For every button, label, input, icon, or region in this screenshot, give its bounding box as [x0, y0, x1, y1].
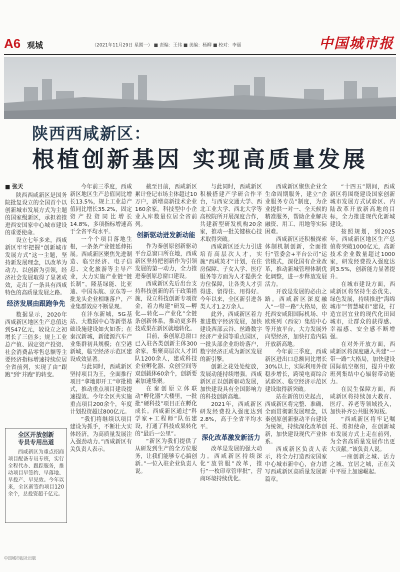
text-column-6 — [330, 183, 395, 540]
header-info-text: （2021年11月29日 星期一） ■ 责编：王伟 ■ 美编：杨柳 ■ 校对：李丽 — [92, 43, 242, 48]
photo-image — [4, 57, 396, 119]
column-6-paragraph: 在城市建设方面，西咸新区将坚持生态优先、绿色发展，持续推进“海绵城市”“智慧城市”建设，打造宜居宜业的现代化田园城市，让群众的获得感、幸福感、安全感不断增强。 — [330, 281, 395, 340]
column-2-paragraph: 与此同时，西咸新区坚持项目为王，全面推行项目“拿地即开工”审批模式，推动重点项目建设提速提效。今年全区共实施重点项目200余个，年度计划投资超过800亿元。 — [70, 363, 132, 415]
column-1-paragraph: 数据显示，2020年西咸新区地区生产总值达到547亿元，较设立之初增长了三倍多；规上工业总产值、固定资产投资、社会消费品零售总额等主要经济指标增速持续位居全省前列，实现了由“跟跑”到“并跑”的转变。 — [5, 311, 67, 378]
column-2-paragraph: 一个个项目落地生根，一条条产业链延伸拓展。西咸新区聚焦先进制造、临空经济、电子信息、文化旅游等主导产业，大力实施产业链“链长制”，隆基绿能、比亚迪、中国东航、京东等一批龙头企业相继落户，产业集群效应不断显现。 — [70, 236, 132, 310]
column-5-paragraph: 西咸新区聚焦企业全生命周期服务，建立“企业服务专员”制度，为企业提供一对一、全天候的精准服务，帮助企业解决融资、用工、用地等实际困难。 — [265, 183, 327, 235]
article-photo — [4, 57, 396, 119]
column-4-paragraph: 改革是发展的强大动力。西咸新区持续深化“放管服”改革，推行“一枚印章管审批”，营商环境持续优化。 — [200, 445, 262, 482]
text-column-5 — [265, 183, 327, 540]
column-3-heading: 创新驱动迸发新动能 — [136, 231, 196, 239]
column-6-paragraph: “西咸新区将牢记嘱托、勇担使命，在创新城市发展方式上走在前列，为全省高质量发展作出更大贡献。”该负责人说。 — [330, 416, 395, 453]
column-3-paragraph: 作为秦创原创新驱动平台总窗口所在地，西咸新区坚持把创新作为引领发展的第一动力，全力推进秦创原总窗口建设。 — [135, 243, 197, 280]
text-column-4 — [200, 183, 262, 540]
column-4-paragraph: 与此同时，西咸新区积极搭建产学研合作平台，与西安交通大学、西北工业大学、西北大学等高校院所开展深度合作，共建新型研发机构20余家，推动一批关键核心技术取得突破。 — [200, 183, 262, 243]
column-5-paragraph: 站在新的历史起点，西咸新区将完整、准确、全面贯彻新发展理念，以秦创原创新驱动平台建设为统领，持续深化改革创新，加快建设现代产业体系。 — [265, 393, 327, 445]
text-column-1 — [5, 183, 67, 424]
page-number: A6 — [4, 36, 21, 51]
column-3-paragraph: 截至目前，西咸新区累计登记市场主体超过10万户，新增高新技术企业160余家，科技型中小企业入库数量位居全省前列。 — [135, 183, 197, 228]
sidebar-box-text: 西咸新区为重点招商项目配备专员专班，实行全程代办、跟踪服务，推动项目早签约、早落地、早投产、早见效。今年以来，全区新签约项目120余个，总投资超千亿元。 — [8, 449, 64, 497]
column-5-paragraph: 开放是发展的必由之路。西咸新区深度融入“一带一路”大格局，依托西安咸阳国际机场、中欧班列（西安）集结中心等开放平台，大力发展外向型经济，加快打造内陆开放新高地。 — [265, 288, 327, 348]
column-4-paragraph: 2021年，西咸新区研发经费投入强度达到2.8%，高于全省平均水平。 — [200, 401, 262, 430]
article-headline: 根植创新基因 实现高质量发展 — [32, 147, 368, 173]
footer-text: 中国城市报社出版 — [4, 556, 36, 561]
newspaper-logo: 中国城市报 — [319, 36, 394, 52]
column-1-heading: 经济发展由跟跑争先 — [6, 300, 66, 308]
column-6-paragraph: 在对外开放方面，西咸新区将深度融入共建“一带一路”大格局，加快建设国际航空枢纽，提升中欧班列集结中心辐射带动能力。 — [330, 341, 395, 385]
column-6-paragraph: “十四五”期间，西咸新区将围绕建设国家创新城市发展方式试验区、内陆改革开放新高地的目标，全力推进现代化新城建设。 — [330, 183, 395, 228]
column-5-paragraph: 今年前三季度，西咸新区进出口总额同比增长30%以上，实际利用外资稳步增长，跨境电商综合试验区、临空经济示范区建设取得新突破。 — [265, 348, 327, 393]
column-4-heading: 深化改革激发新活力 — [201, 434, 261, 442]
column-5-paragraph: 西咸新区负责人表示，将全力打造西安国家中心城市新中心，奋力谱写西咸新区高质量发展新篇章。 — [265, 446, 327, 483]
sidebar-box-title: 全区开放创新 — [17, 431, 54, 439]
column-6-paragraph: 一座创新之城、活力之城、宜居之城，正在关中平原上加速崛起。 — [330, 453, 395, 475]
page-footer — [4, 556, 204, 561]
header-info — [92, 43, 312, 49]
column-3-paragraph: 西咸新区先后出台支持科技创新的若干政策措施，设立科技创新专项资金，着力构建“研发—孵化—转化—产业化”全链条创新体系，推动更多科技成果在新区就地转化。 — [135, 280, 197, 332]
text-column-2 — [70, 183, 132, 540]
column-4-paragraph: 此外，西咸新区着力推进数字经济发展，加快建设西部云谷、丝路数字经济产业园等重点园区，一批头部企业纷纷落户，数字经济正成为新区发展的新引擎。 — [200, 311, 262, 363]
column-6-paragraph: 在民生保障方面，西咸新区将持续加大教育、医疗、养老等领域投入，加快补齐公共服务短板。 — [330, 386, 395, 415]
column-1-paragraph: 陕西西咸新区是国务院批复设立的全国首个以创新城市发展方式为主题的国家级新区，承担着推进西安国家中心城市建设的重要使命。 — [5, 192, 67, 236]
sidebar-box — [5, 428, 67, 523]
column-6-paragraph: 按照规划，到2025年，西咸新区地区生产总值将突破1000亿元，高新技术企业数量超过1000家，研发经费投入强度达到3.5%，创新能力显著提升。 — [330, 228, 395, 280]
sidebar-box-title: 专员专用出道 — [17, 439, 54, 446]
column-1-paragraph: 设立七年多来，西咸新区牢牢把握“创新城市发展方式”这一主题，坚持新发展理念，以改革为动力、以创新为引领，经济社会发展取得了显著成效，走出了一条具有西咸特色的高质量发展之路。 — [5, 237, 67, 296]
column-2-paragraph: 在沣东新城，5G基站、大数据中心等新型基础设施建设如火如荼；在秦汉新城，新能源汽车产业集群初具规模；在空港新城，临空经济示范区建设成效显著。 — [70, 311, 132, 363]
column-2-paragraph: “我们将继续以项目建设为抓手，不断壮大实体经济，为高质量发展注入强劲动力。”西咸新区有关负责人表示。 — [70, 416, 132, 453]
column-4-paragraph: 创新之花处处绽放，发展动能持续增强。西咸新区正以创新驱动发展，加快建设具有全国影响力的科技创新高地。 — [200, 363, 262, 400]
column-5-paragraph: 西咸新区还积极探索体制机制创新，全面推行“管委会+平台公司”运营模式，深化国有企业改革，推动新城管理体制优化调整，进一步释放发展活力。 — [265, 236, 327, 288]
header-divider — [4, 54, 396, 55]
text-column-3 — [135, 183, 197, 540]
column-4-paragraph: 西咸新区还大力引进培育高层次人才，实施“西咸英才”计划，在住房保障、子女入学、医疗服务等方面为人才提供全方位保障，让各类人才引得进、留得住、用得好。今年以来，全区新引进各类人才1.2万余人。 — [200, 243, 262, 310]
article-kicker: 陕西西咸新区： — [32, 124, 152, 143]
column-1-byline: ■ 张天 — [5, 183, 24, 190]
column-3-paragraph: 目前，秦创原总窗口已入驻各类创新主体300余家，集聚高层次人才团队1200余人，建成科技企业孵化器、众创空间等双创载体60余个，创新要素加速集聚。 — [135, 333, 197, 385]
column-3-paragraph: “新区为我们提供了从研发到生产的全方位服务，让我们能够专心搞创新。”一位入驻企业负责人说。 — [135, 438, 197, 475]
section-name: 观城 — [27, 41, 43, 50]
column-3-paragraph: 在秦创原立体联动“孵化器”大楼里，一批批“硬科技”项目正在孵化成长。西咸新区通过“科学家+工程师”队伍建设，打通了科技成果转化的“最后一公里”。 — [135, 385, 197, 437]
column-2-paragraph: 今年前三季度，西咸新区地区生产总值同比增长13.5%，规上工业总产值同比增长35.2%，固定资产投资同比增长14.8%，多项指标增速高于全省平均水平。 — [70, 183, 132, 235]
article-body — [0, 183, 400, 540]
